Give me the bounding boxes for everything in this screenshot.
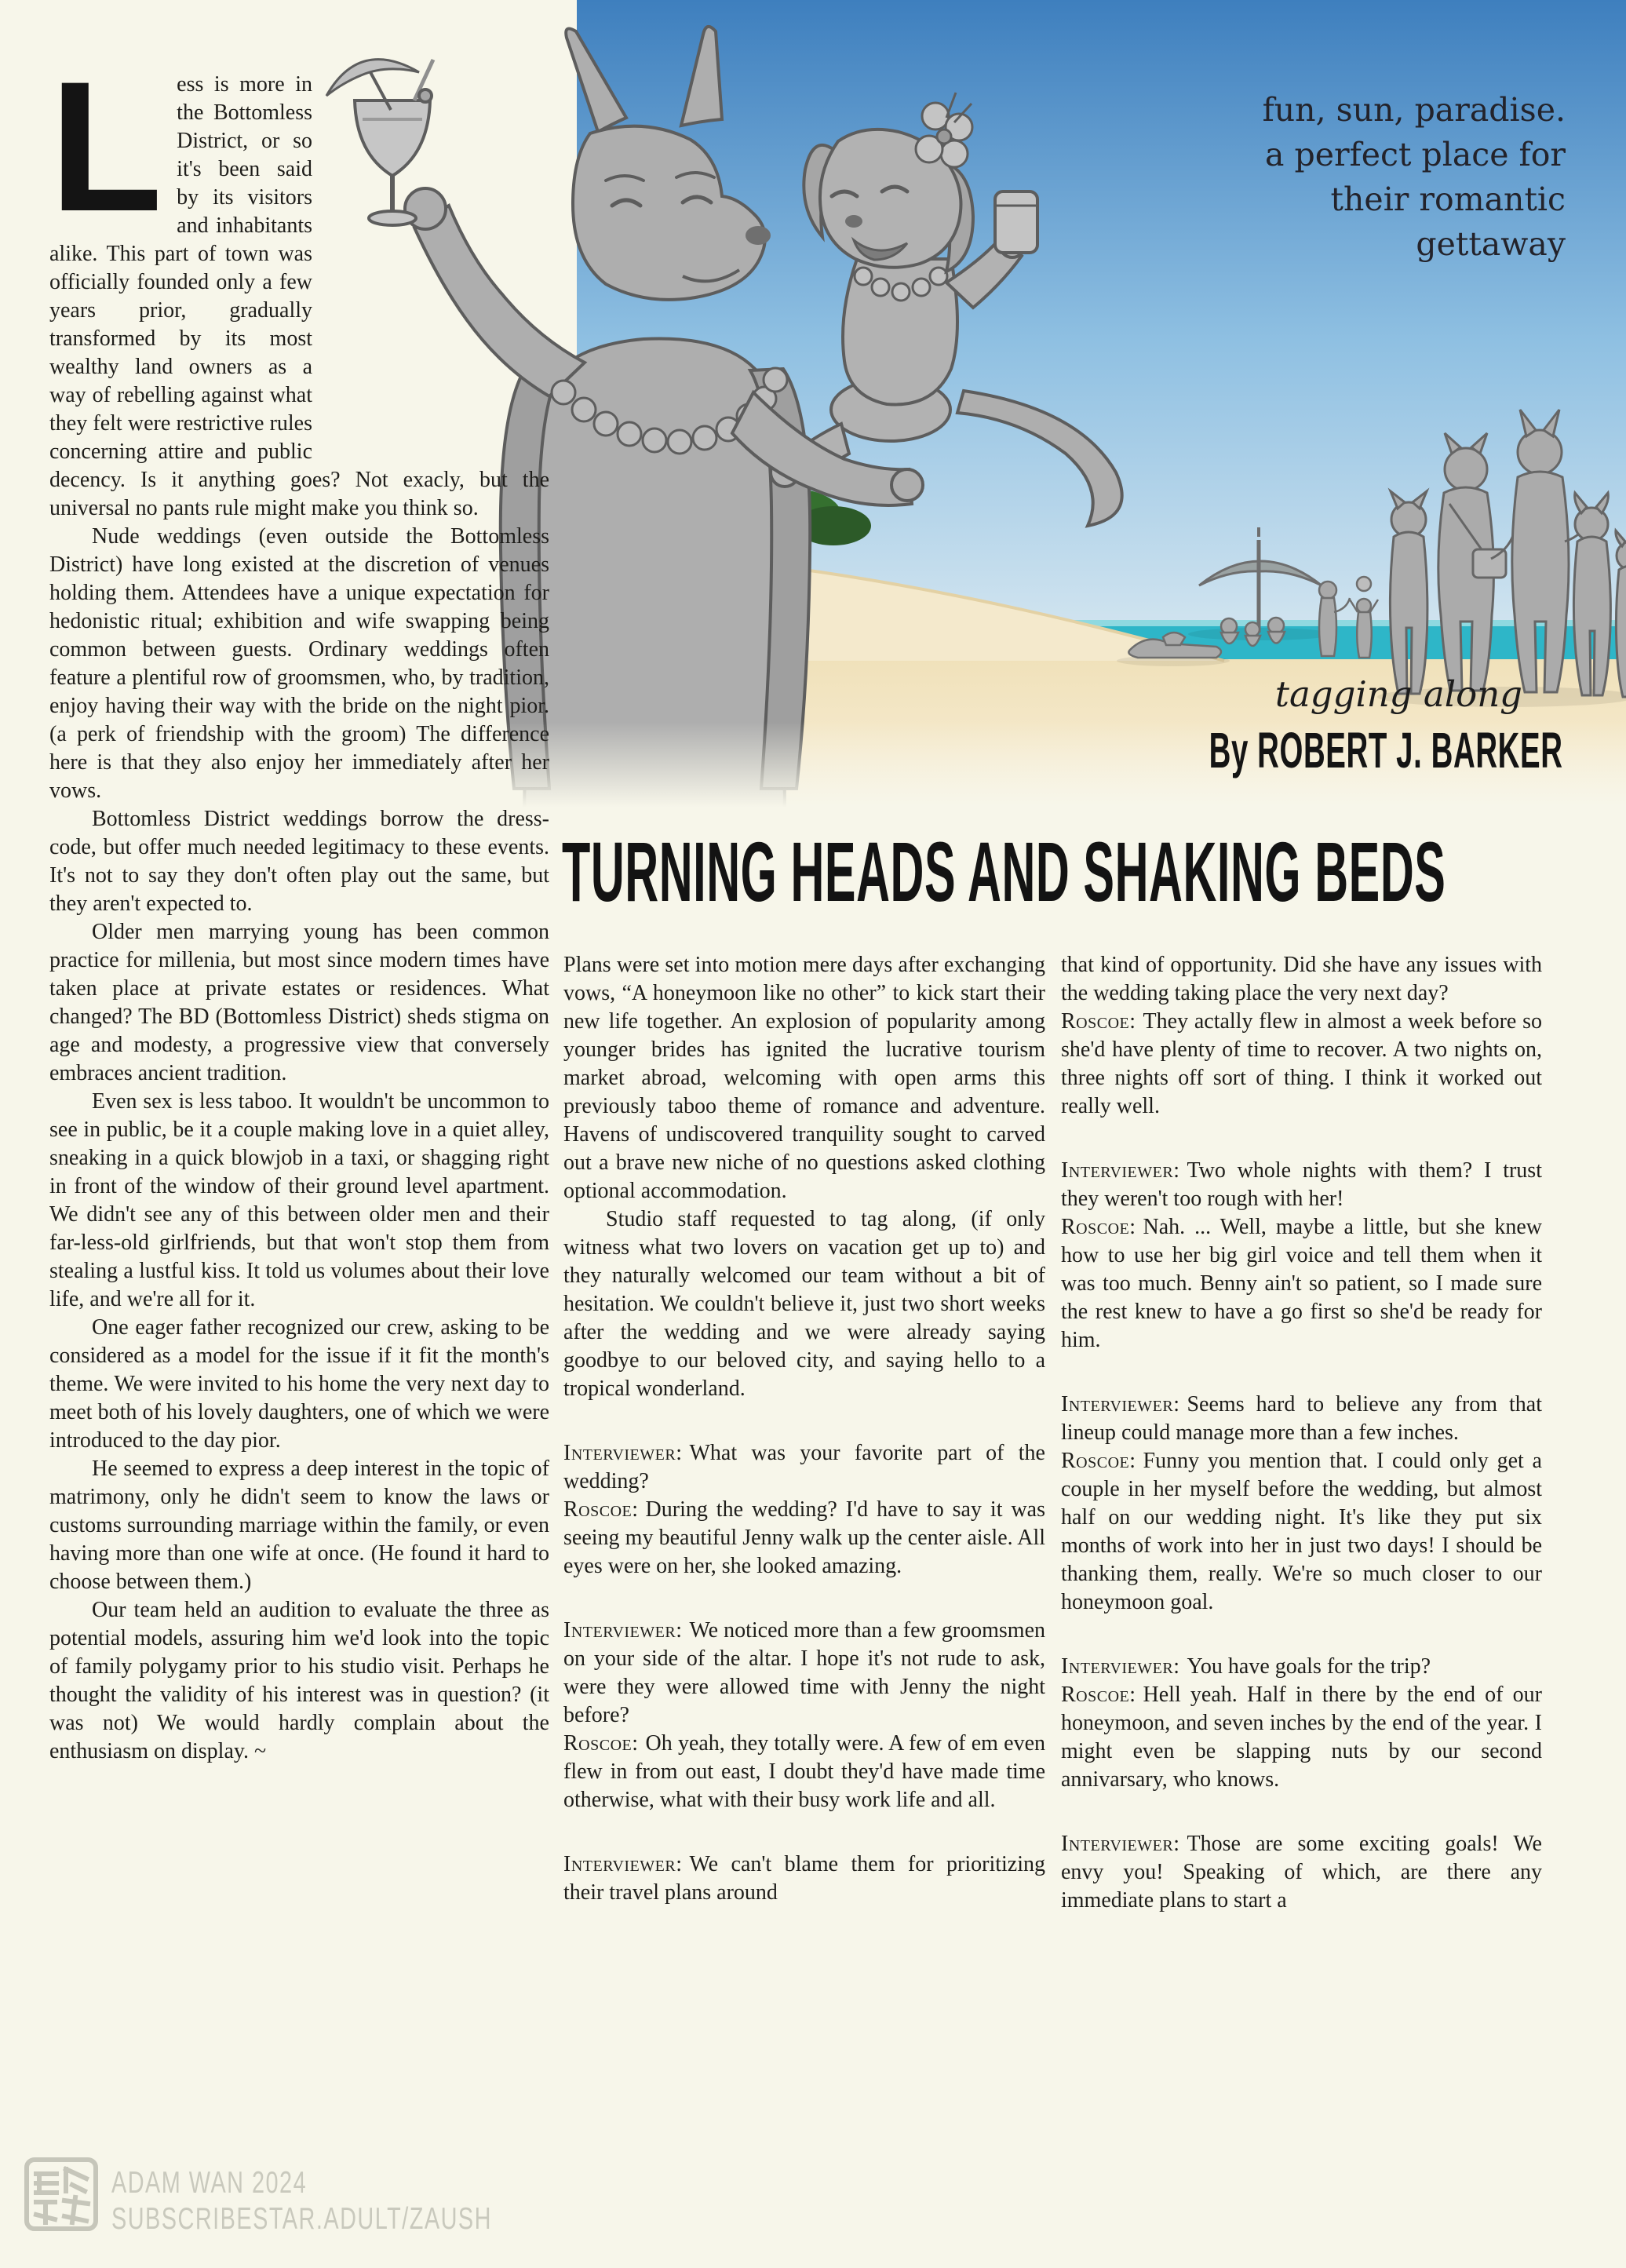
interview-question [1061, 1830, 1542, 1915]
feature-paragraph: Studio staff requested to tag along, (if only witness what two lovers on vacation get up to) and they naturally welcomed our team without a bit of hesitation. We couldn't believe it, just two short weeks after the wedding and we were already saying goodbye to our beloved city, and saying hello to a tropical wonderland. [563, 1207, 1045, 1401]
subscribestar-link: SUBSCRIBESTAR.ADULT/ZAUSH [111, 2202, 492, 2236]
interview-text: Hell yeah. Half in there by the end of our honeymoon, and seven inches by the end of the year. I might even be slapping nuts by our second annivarsary, who knows. [1061, 1683, 1542, 1792]
speaker-label: Interviewer: [1061, 1392, 1180, 1417]
footer-credits [111, 2157, 625, 2238]
intro-paragraph: He seemed to express a deep interest in the topic of matrimony, only he didn't seem to know the laws or customs surrounding marriage within the family, or even having more than one wife at once. (He found it hard to choose between them.) [49, 1457, 549, 1594]
intro-paragraph: Older men marrying young has been common practice for millenia, but most since modern times have taken place at private estates or residences. What changed? The BD (Bottomless District) sheds stigma on age and modesty, a progressive view that conversely embraces ancient tradition. [49, 920, 549, 1085]
groom-carry-hand [891, 469, 923, 501]
interview-question [1061, 1391, 1542, 1447]
sky-caption [1059, 88, 1566, 267]
speaker-label: Roscoe: [1061, 1009, 1136, 1034]
jenny-nose [845, 215, 862, 228]
interview-answer [563, 1496, 1045, 1581]
intro-paragraph: One eager father recognized our crew, asking to be considered as a model for the issue if it fit the month's theme. We were invited to his home the very next day to meet both of his lovely daughters, one of which we were introduced to the day pior. [49, 1315, 549, 1453]
speaker-label: Roscoe: [563, 1731, 639, 1756]
interview-answer [1061, 1213, 1542, 1355]
byline-text: By ROBERT J. BARKER [1209, 722, 1563, 778]
text-wrap-spacer [312, 71, 549, 446]
speaker-label: Interviewer: [563, 1441, 683, 1465]
speaker-label: Roscoe: [563, 1497, 639, 1522]
interview-text: What was your favorite part of the wedding? [563, 1441, 1045, 1493]
artist-seal-logo [24, 2157, 99, 2232]
intro-paragraph-text: ess is more in the Bottomless District, or so it's been said by its visitors and inhabitants alike. This part of town was officially founded only a few years prior, gradually transformed by its most wealthy land owners as a way of rebelling against what they felt were restrictive rules concerning attire and public decency. Is it anything goes? Not exacly, but the universal no pants rule might make you think so. [49, 72, 549, 520]
speaker-label: Interviewer: [1061, 1158, 1180, 1183]
intro-paragraph: Our team held an audition to evaluate the three as potential models, assuring him we'd look into the topic of family polygamy prior to his studio visit. Perhaps he thought the validity of his interest was in question? (it was not) We would hardly complain about the enthusiasm on display. ~ [49, 1598, 549, 1763]
sky-caption-line: fun, sun, paradise. [1262, 91, 1566, 129]
byline-block [973, 673, 1563, 779]
footer [24, 2157, 625, 2238]
speaker-label: Interviewer: [563, 1618, 683, 1643]
sky-caption-line: a perfect place for [1264, 136, 1566, 173]
headline-text: TURNING HEADS AND SHAKING BEDS [562, 824, 1446, 919]
interview-text: Nah. ... Well, maybe a little, but she knew how to use her big girl voice and tell them when it was too much. Benny ain't so patient, so I made sure the rest knew to have a go first so she'd be ready for him. [1061, 1215, 1542, 1352]
speaker-label: Roscoe: [1061, 1449, 1136, 1473]
artist-credit: ADAM WAN 2024 [111, 2166, 308, 2200]
interview-text: We noticed more than a few groomsmen on your side of the altar. I hope it's not rude to ask, were they were allowed time with Jenny the night before? [563, 1618, 1045, 1727]
interview-question [563, 1850, 1045, 1907]
interview-question [563, 1617, 1045, 1730]
groom-nose [746, 226, 771, 245]
byline [973, 721, 1563, 779]
interview-text: They actally flew in almost a week before so she'd have plenty of time to recover. A two nights on, three nights off sort of thing. I think it worked out really well. [1061, 1009, 1542, 1118]
interview-text: Two whole nights with them? I trust they weren't too rough with her! [1061, 1158, 1542, 1211]
kicker: tagging along [1274, 673, 1522, 715]
interview-answer [1061, 1008, 1542, 1121]
interview-question [1061, 1157, 1542, 1213]
feature-paragraph: Plans were set into motion mere days after exchanging vows, “A honeymoon like no other” to kick start their new life together. An explosion of popularity among younger brides has ignited the lucrative tourism market abroad, welcoming with open arms this previously taboo theme of romance and adventure. Havens of undiscovered tranquility sought to carved out a brave new niche of no questions asked clothing optional accommodation. [563, 953, 1045, 1203]
speaker-label: Interviewer: [1061, 1654, 1180, 1679]
interview-answer [563, 1730, 1045, 1814]
jenny-cup [995, 191, 1037, 253]
sky-caption-line: their romantic [1330, 180, 1566, 218]
speaker-label: Roscoe: [1061, 1683, 1136, 1707]
intro-paragraph: Even sex is less taboo. It wouldn't be uncommon to see in public, be it a couple making love in a quiet alley, sneaking in a quick blowjob in a taxi, or shagging right in front of the window of their ground level apartment. We didn't see any of this between older men and their far-less-old girlfriends, but that won't stop them from stealing a lustful kiss. It told us volumes about their love life, and we're all for it. [49, 1089, 549, 1311]
interview-text: Oh yeah, they totally were. A few of em even flew in from out east, I doubt they'd have made time otherwise, what with their busy work life and all. [563, 1731, 1045, 1812]
interview-answer [1061, 1447, 1542, 1617]
article-headline [562, 822, 1626, 921]
sky-caption-line: gettaway [1416, 225, 1566, 263]
interview-text: Funny you mention that. I could only get a couple in her myself before the wedding, but almost half on our wedding night. It's like they put six months of work into her in just two days! I should be thanking them, really. We're so much closer to our honeymoon goal. [1061, 1449, 1542, 1614]
interview-text: that kind of opportunity. Did she have any issues with the wedding taking place the very next day? [1061, 953, 1542, 1005]
speaker-label: Interviewer: [563, 1852, 683, 1876]
drop-cap: L [49, 43, 163, 250]
intro-paragraph: Bottomless District weddings borrow the dress-code, but offer much needed legitimacy to these events. It's not to say they don't often play out the same, but they aren't expected to. [49, 807, 549, 916]
interview-question [563, 1439, 1045, 1496]
intro-paragraph: Nude weddings (even outside the Bottomless District) have long existed at the discretion of venues holding them. Attendees have a unique expectation for hedonistic ritual; exhibition and wife swapping being common between guests. Ordinary weddings often feature a plentiful row of groomsmen, who, by tradition, enjoy having their way with the bride on the night pior. (a perk of friendship with the groom) The difference here is that they also enjoy her immediately after her vows. [49, 524, 549, 803]
interview-text: During the wedding? I'd have to say it was seeing my beautiful Jenny walk up the center aisle. All eyes were on her, she looked amazing. [563, 1497, 1045, 1578]
interview-answer [1061, 1681, 1542, 1794]
interview-text: We can't blame them for prioritizing their travel plans around [563, 1852, 1045, 1905]
interview-question-continued [1061, 951, 1542, 1008]
interview-question [1061, 1653, 1542, 1681]
feature-column [563, 951, 1045, 1907]
intro-column [49, 43, 549, 1766]
speaker-label: Interviewer: [1061, 1832, 1180, 1856]
speaker-label: Roscoe: [1061, 1215, 1136, 1239]
interview-text: Seems hard to believe any from that lineup could manage more than a few inches. [1061, 1392, 1542, 1445]
interview-text: Those are some exciting goals! We envy you! Speaking of which, are there any immediate plans to start a [1061, 1832, 1542, 1912]
interview-column [1061, 951, 1542, 1915]
interview-text: You have goals for the trip? [1187, 1654, 1431, 1679]
